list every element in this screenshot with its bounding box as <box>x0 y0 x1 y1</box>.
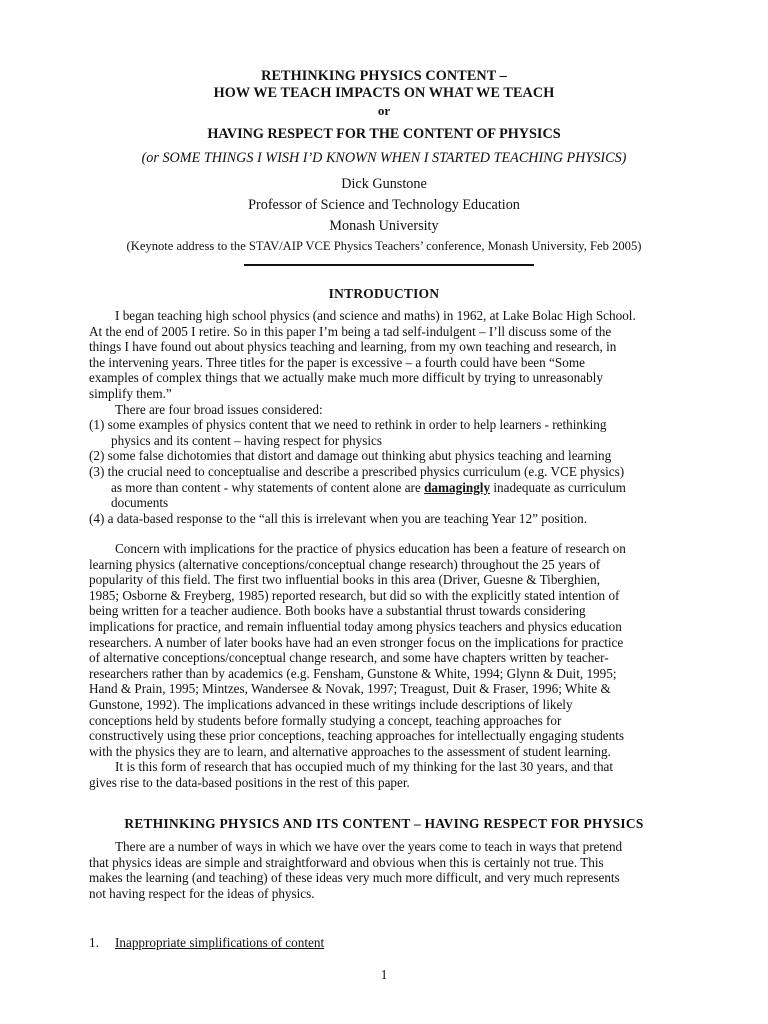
text-line: the intervening years. Three titles for the paper is excessive – a fourth could have been “Some <box>89 354 585 370</box>
author-position: Professor of Science and Technology Education <box>248 197 520 213</box>
main-title-line-1: RETHINKING PHYSICS CONTENT – <box>261 68 507 84</box>
subsection-number: 1. <box>89 935 99 950</box>
horizontal-rule <box>244 264 534 266</box>
text-line: things I have found out about physics teaching and learning, from my own teaching and research, in <box>89 339 617 355</box>
intro-paragraph-3 <box>89 541 689 791</box>
issue-3-line-1: (3) the crucial need to conceptualise and describe a prescribed physics curriculum (e.g. VCE physics) <box>89 463 625 479</box>
main-title <box>0 68 768 102</box>
text-line: implications for practice, and remain influential today among physics teachers and physics education <box>89 618 622 634</box>
text-line: constructively using these prior conceptions, teaching approaches for intellectually engaging students <box>89 728 625 744</box>
issue-2: (2) some false dichotomies that distort and damage out thinking abut physics teaching and learning <box>89 448 612 464</box>
issue-3-line-2 <box>89 480 689 496</box>
issue-1-line-1: (1) some examples of physics content that we need to rethink in order to help learners - rethinking <box>89 417 607 433</box>
subtitle: (or SOME THINGS I WISH I’D KNOWN WHEN I STARTED TEACHING PHYSICS) <box>141 150 627 166</box>
text-line: 1985; Osborne & Freyberg, 1985) reported research, but did so with the explicitly stated intention of <box>89 587 620 603</box>
text-line: that physics ideas are simple and straightforward and obvious when this is certainly not true. This <box>89 854 604 870</box>
intro-issues-lead: There are four broad issues considered: <box>115 401 323 417</box>
text-line: Hand & Prain, 1995; Mintzes, Wandersee & Novak, 1997; Treagust, Duit & Fraser, 1996; White & <box>89 681 611 697</box>
text-line: makes the learning (and teaching) of these ideas very much more difficult, and very much represents <box>89 870 620 886</box>
author-institution: Monash University <box>329 218 439 234</box>
text-line: being written for a teacher audience. Both books have a substantial thrust towards considering <box>89 603 586 619</box>
text-line: examples of complex things that we actually make much more difficult by trying to unreasonably <box>89 370 603 386</box>
text-line: researchers rather than by academics (e.g. Fensham, Gunstone & White, 1994; Glynn & Duit, 1995; <box>89 665 617 681</box>
text-line: simplify them.” <box>89 385 172 401</box>
text-line: conceptions held by students before formally studying a concept, teaching approaches for <box>89 712 562 728</box>
issue-3-text-end: inadequate as curriculum <box>490 479 626 495</box>
keynote-note: (Keynote address to the STAV/AIP VCE Physics Teachers’ conference, Monash University, Feb 2005) <box>126 239 642 253</box>
alternative-title: HAVING RESPECT FOR THE CONTENT OF PHYSICS <box>207 126 561 142</box>
text-line: learning physics (alternative conceptions/conceptual change research) throughout the 25 years of <box>89 556 601 572</box>
author-block <box>0 174 768 237</box>
text-line: researchers. A number of later books have had an even stronger focus on the implications for practice <box>89 634 624 650</box>
issue-4: (4) a data-based response to the “all this is irrelevant when you are teaching Year 12” position. <box>89 510 588 526</box>
author-name: Dick Gunstone <box>341 176 427 192</box>
text-line: It is this form of research that has occupied much of my thinking for the last 30 years, and that <box>115 759 614 775</box>
subsection-heading <box>89 935 324 951</box>
issue-3-line-3: documents <box>111 495 169 511</box>
text-line: gives rise to the data-based positions in the rest of this paper. <box>89 774 410 790</box>
text-line: of alternative conceptions/conceptual change research, and some have chapters written by teacher- <box>89 650 609 666</box>
section-heading-introduction: INTRODUCTION <box>328 286 440 301</box>
emphasis-damagingly: damagingly <box>424 479 491 495</box>
subsection-title: Inappropriate simplifications of content <box>115 935 325 950</box>
page-number: 1 <box>380 967 388 982</box>
text-line: I began teaching high school physics (and science and maths) in 1962, at Lake Bolac High School. <box>115 308 636 323</box>
text-line: There are a number of ways in which we have over the years come to teach in ways that pretend <box>115 839 623 854</box>
title-or: or <box>377 103 391 118</box>
rethink-paragraph-1 <box>89 839 689 901</box>
section-heading-rethinking: RETHINKING PHYSICS AND ITS CONTENT – HAVING RESPECT FOR PHYSICS <box>124 816 644 831</box>
text-line: Gunstone, 1992). The implications advanced in these writings include descriptions of likely <box>89 696 573 712</box>
main-title-line-2: HOW WE TEACH IMPACTS ON WHAT WE TEACH <box>213 85 555 101</box>
text-line: Concern with implications for the practice of physics education has been a feature of research on <box>115 541 626 556</box>
text-line: not having respect for the ideas of physics. <box>89 885 315 901</box>
intro-paragraph-1 <box>89 308 689 526</box>
text-line: At the end of 2005 I retire. So in this paper I’m being a tad self-indulgent – I’ll discuss some of the <box>89 323 612 339</box>
issue-1-line-2: physics and its content – having respect for physics <box>111 432 383 448</box>
text-line: with the physics they are to learn, and alternative approaches to the assessment of student learning. <box>89 743 611 759</box>
issue-3-text: as more than content - why statements of content alone are <box>111 479 425 495</box>
text-line: popularity of this field. The first two influential books in this area (Driver, Guesne & Tiberghien, <box>89 572 601 588</box>
